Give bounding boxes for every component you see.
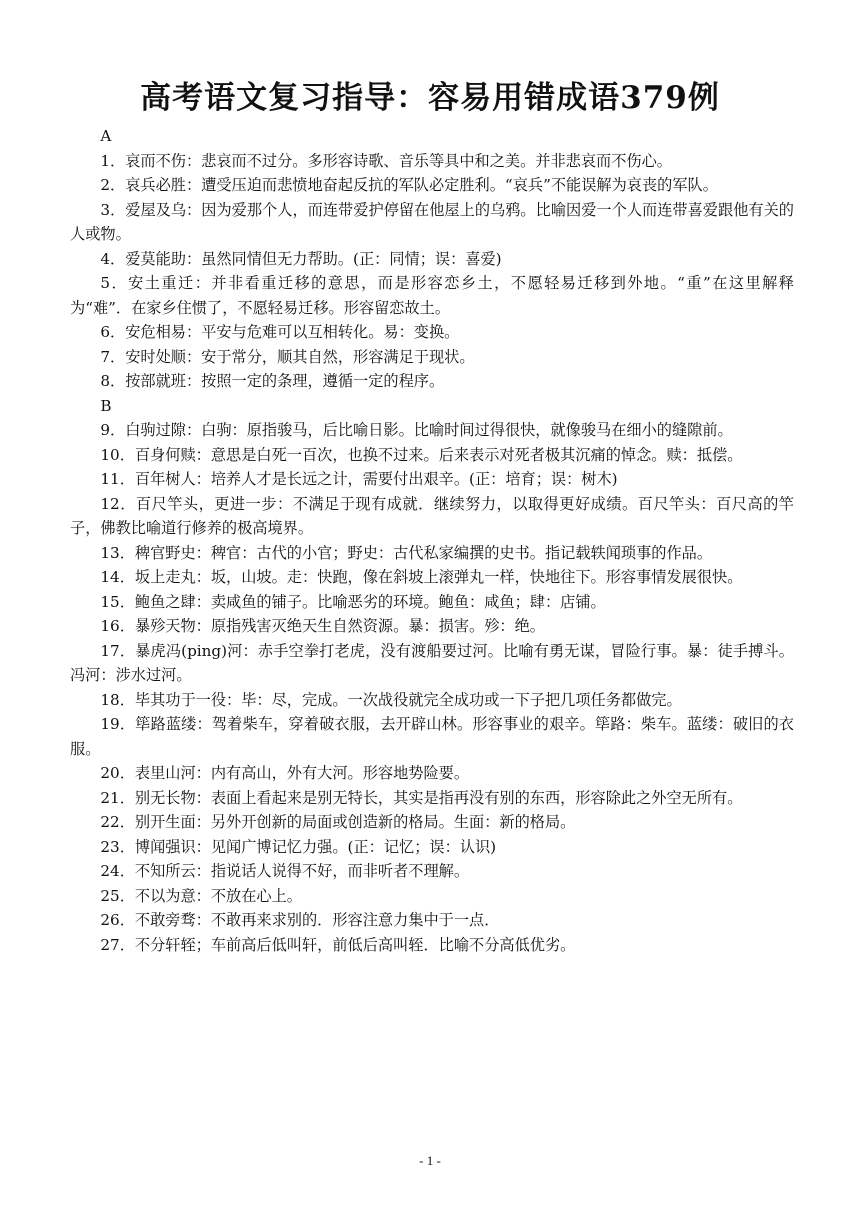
idiom-entry: 25．不以为意：不放在心上。 (100, 886, 302, 905)
idiom-entry: 17．暴虎冯(ping)河：赤手空拳打老虎，没有渡船要过河。比喻有勇无谋，冒险行事。暴：徒手搏斗。冯河：涉水过河。 (70, 641, 794, 684)
idiom-entry: 6．安危相易：平安与危难可以互相转化。易：变换。 (100, 323, 460, 341)
idiom-entry: 11．百年树人：培养人才是长远之计，需要付出艰辛。(正：培育；误：树木) (100, 470, 618, 488)
idiom-entry: 26．不敢旁骛：不敢再来求别的．形容注意力集中于一点． (100, 911, 500, 929)
idiom-entry: 8．按部就班：按照一定的条理，遵循一定的程序。 (100, 372, 445, 390)
section-letter: B (100, 396, 112, 415)
document-title: 高考语文复习指导：容易用错成语379例 (140, 80, 720, 116)
idiom-entry: 14．坂上走丸：坂，山坡。走：快跑，像在斜坡上滚弹丸一样，快地往下。形容事情发展很快。 (100, 568, 743, 586)
page-number: - 1 - (419, 1153, 441, 1168)
idiom-entry: 1．哀而不伤：悲哀而不过分。多形容诗歌、音乐等具中和之美。并非悲哀而不伤心。 (100, 151, 672, 170)
document-body (70, 124, 794, 957)
idiom-entry: 24．不知所云：指说话人说得不好，而非听者不理解。 (100, 862, 470, 880)
idiom-entry: 10．百身何赎：意思是白死一百次，也换不过来。后来表示对死者极其沉痛的悼念。赎：抵偿。 (100, 445, 743, 464)
idiom-entry: 7．安时处顺：安于常分，顺其自然，形容满足于现状。 (100, 347, 475, 366)
idiom-entry: 21．别无长物：表面上看起来是别无特长，其实是指再没有别的东西，形容除此之外空无所有。 (100, 788, 743, 807)
idiom-entry: 4．爱莫能助：虽然同情但无力帮助。(正：同情；误：喜爱) (100, 249, 502, 268)
idiom-entry: 20．表里山河：内有高山，外有大河。形容地势险要。 (100, 764, 470, 782)
idiom-entry: 5．安土重迁：并非看重迁移的意思，而是形容恋乡土，不愿轻易迁移到外地。“重”在这里解释为“难”．在家乡住惯了，不愿轻易迁移。形容留恋故土。 (70, 274, 794, 317)
idiom-entry: 15．鲍鱼之肆：卖咸鱼的铺子。比喻恶劣的环境。鲍鱼：咸鱼；肆：店铺。 (100, 592, 606, 611)
section-letter: A (100, 127, 112, 145)
idiom-entry: 12．百尺竿头，更进一步：不满足于现有成就．继续努力，以取得更好成绩。百尺竿头：百尺高的竿子，佛教比喻道行修养的极高境界。 (70, 494, 794, 537)
idiom-entry: 23．博闻强识：见闻广博记忆力强。(正：记忆；误：认识) (100, 837, 497, 856)
idiom-entry: 22．别开生面：另外开创新的局面或创造新的格局。生面：新的格局。 (100, 813, 576, 831)
idiom-entry: 13．稗官野史：稗官：古代的小官；野史：古代私家编撰的史书。指记载轶闻琐事的作品。 (100, 543, 713, 562)
idiom-entry: 3．爱屋及乌：因为爱那个人，而连带爱护停留在他屋上的乌鸦。比喻因爱一个人而连带喜爱跟他有关的人或物。 (70, 200, 794, 243)
idiom-entry: 19．筚路蓝缕：驾着柴车，穿着破衣服，去开辟山林。形容事业的艰辛。筚路：柴车。蓝缕：破旧的衣服。 (70, 715, 794, 758)
idiom-entry: 27．不分轩轾；车前高后低叫轩，前低后高叫轾．比喻不分高低优劣。 (100, 935, 576, 954)
idiom-entry: 18．毕其功于一役：毕：尽，完成。一次战役就完全成功或一下子把几项任务都做完。 (100, 690, 682, 709)
idiom-entry: 16．暴殄天物：原指残害灭绝天生自然资源。暴：损害。殄：绝。 (100, 617, 545, 635)
idiom-entry: 2．哀兵必胜：遭受压迫而悲愤地奋起反抗的军队必定胜利。“哀兵”不能误解为哀丧的军队。 (100, 176, 718, 194)
idiom-entry: 9．白驹过隙：白驹：原指骏马，后比喻日影。比喻时间过得很快，就像骏马在细小的缝隙前。 (100, 421, 733, 439)
